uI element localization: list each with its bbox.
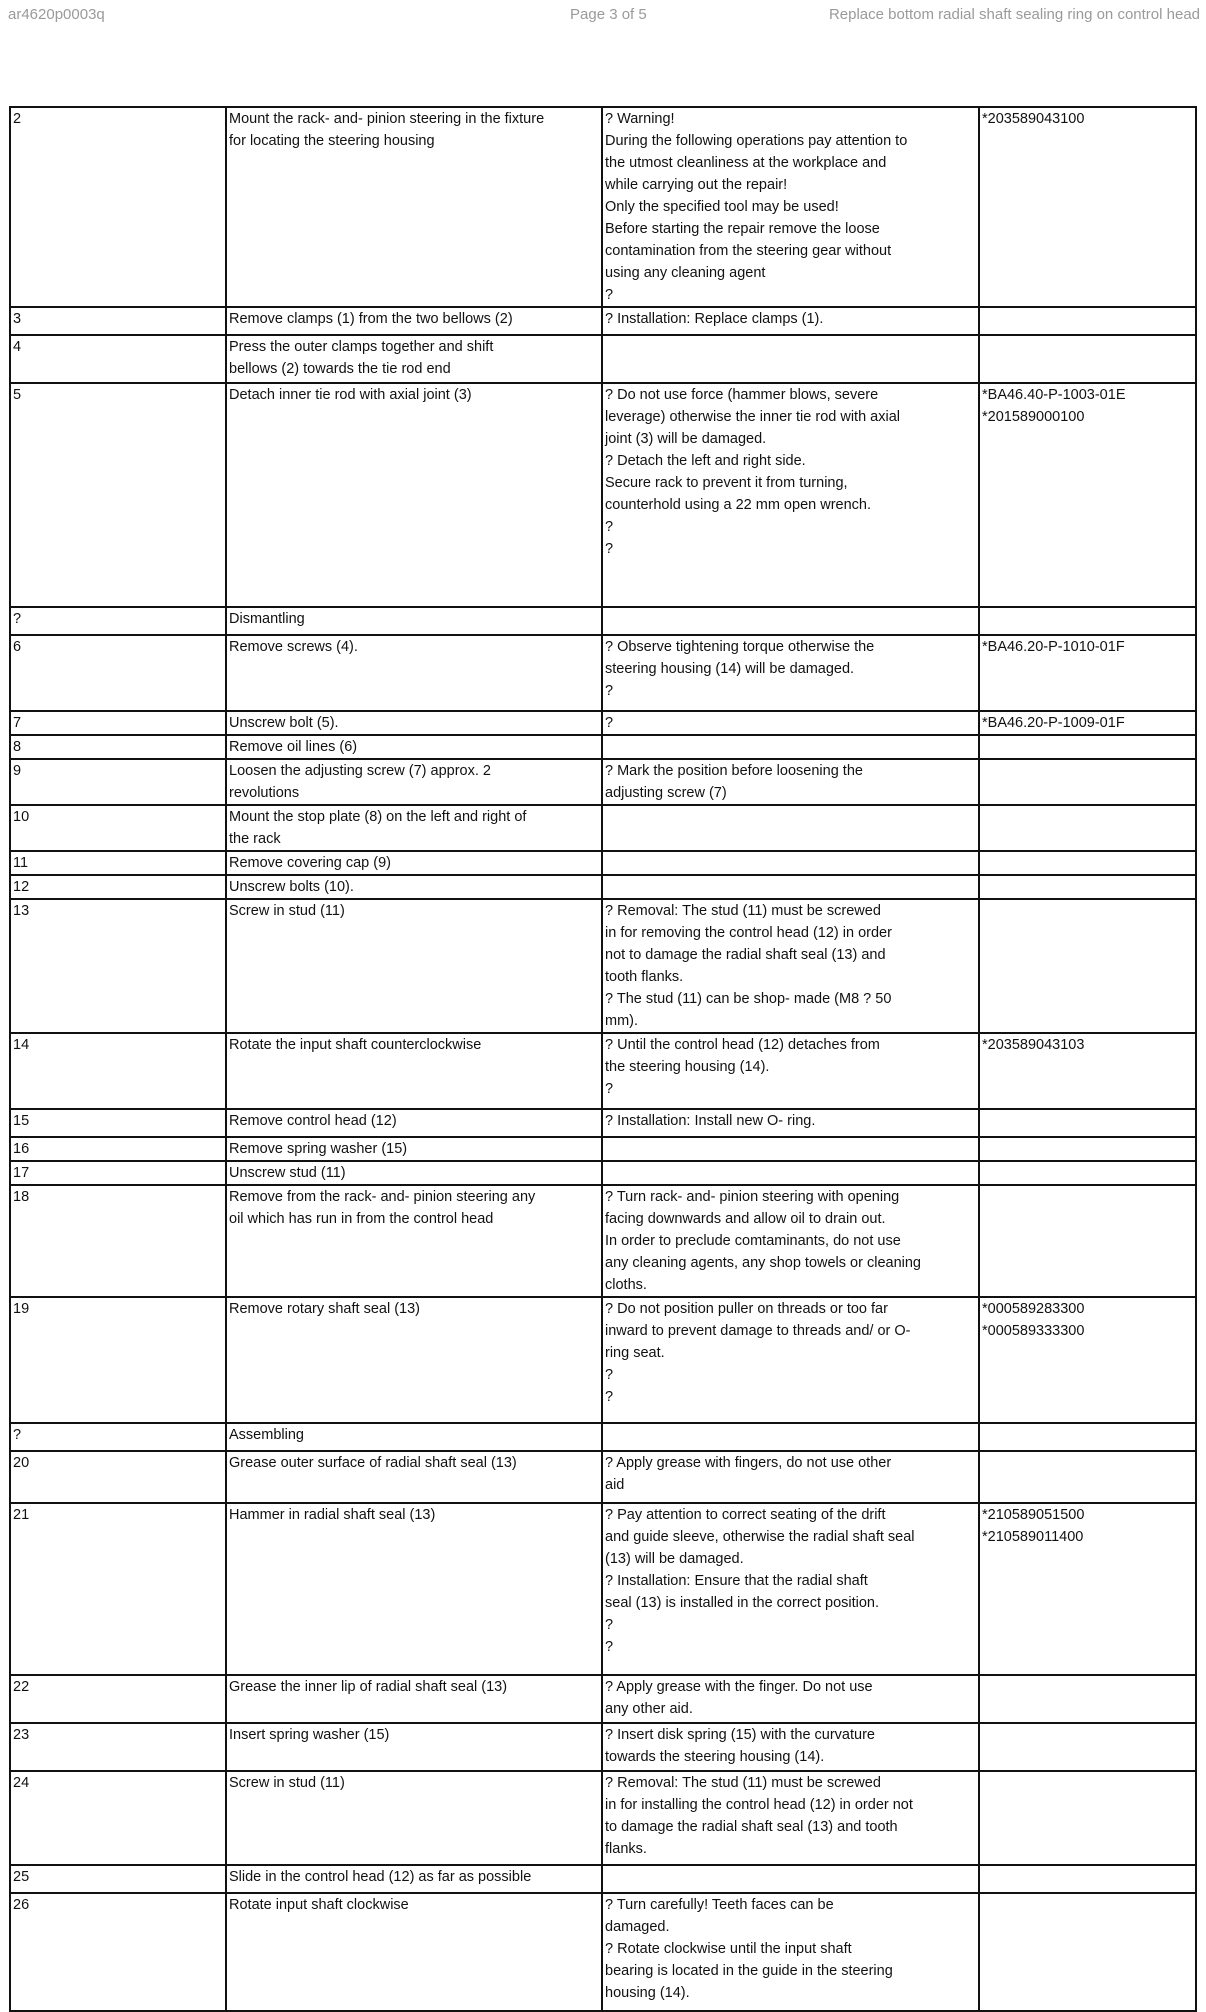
table-row xyxy=(10,759,1196,805)
step-notes xyxy=(602,635,979,711)
step-number: 9 xyxy=(10,759,226,805)
note-line: ? Warning! xyxy=(605,111,675,127)
table-row xyxy=(10,1185,1196,1297)
note-line: ? Rotate clockwise until the input shaft xyxy=(605,1941,852,1957)
step-notes xyxy=(602,875,979,899)
step-number: 18 xyxy=(10,1185,226,1297)
note-line: ? xyxy=(605,683,614,699)
note-line: ? Pay attention to correct seating of the drift xyxy=(605,1507,886,1523)
table-row xyxy=(10,851,1196,875)
note-line: any cleaning agents, any shop towels or cleaning xyxy=(605,1255,921,1271)
note-line: ? Do not position puller on threads or too far xyxy=(605,1301,888,1317)
note-line: ? xyxy=(605,541,614,557)
step-number: 22 xyxy=(10,1675,226,1723)
note-line: damaged. xyxy=(605,1919,670,1935)
note-line: aid xyxy=(605,1477,625,1493)
note-line: ? xyxy=(605,1389,614,1405)
instruction-line: Rotate input shaft clockwise xyxy=(229,1897,409,1913)
step-number: ? xyxy=(10,607,226,635)
step-notes xyxy=(602,1297,979,1423)
table-row xyxy=(10,875,1196,899)
table-row xyxy=(10,1771,1196,1865)
note-line: not to damage the radial shaft seal (13) and xyxy=(605,947,886,963)
note-line: adjusting screw (7) xyxy=(605,785,727,801)
reference-number: *210589011400 xyxy=(982,1529,1084,1545)
step-number: 26 xyxy=(10,1893,226,2011)
note-line: housing (14). xyxy=(605,1985,690,2001)
table-row xyxy=(10,1503,1196,1675)
step-number: 14 xyxy=(10,1033,226,1109)
instruction-line: Rotate the input shaft counterclockwise xyxy=(229,1037,482,1053)
instruction-line: Hammer in radial shaft seal (13) xyxy=(229,1507,436,1523)
step-references xyxy=(979,759,1196,805)
reference-number: *203589043103 xyxy=(982,1037,1085,1053)
step-instruction xyxy=(226,805,602,851)
reference-number: *BA46.40-P-1003-01E xyxy=(982,387,1126,403)
step-notes xyxy=(602,607,979,635)
note-line: flanks. xyxy=(605,1841,647,1857)
table-row xyxy=(10,1423,1196,1451)
note-line: ? xyxy=(605,1081,614,1097)
step-instruction xyxy=(226,1137,602,1161)
step-instruction xyxy=(226,635,602,711)
step-instruction xyxy=(226,607,602,635)
step-notes xyxy=(602,851,979,875)
step-notes xyxy=(602,1865,979,1893)
note-line: ? xyxy=(605,287,614,303)
step-number: 13 xyxy=(10,899,226,1033)
note-line: contamination from the steering gear without xyxy=(605,243,892,259)
step-references xyxy=(979,1723,1196,1771)
step-number: 24 xyxy=(10,1771,226,1865)
step-number: 10 xyxy=(10,805,226,851)
instruction-line: Remove clamps (1) from the two bellows (2) xyxy=(229,311,513,327)
instruction-line: the rack xyxy=(229,831,281,847)
step-notes xyxy=(602,759,979,805)
note-line: (13) will be damaged. xyxy=(605,1551,744,1567)
table-row xyxy=(10,805,1196,851)
table-row xyxy=(10,1137,1196,1161)
note-line: inward to prevent damage to threads and/ or O- xyxy=(605,1323,911,1339)
table-row xyxy=(10,307,1196,335)
step-notes xyxy=(602,711,979,735)
step-notes xyxy=(602,1451,979,1503)
step-number: 6 xyxy=(10,635,226,711)
table-row xyxy=(10,1297,1196,1423)
step-notes xyxy=(602,1893,979,2011)
reference-number: *210589051500 xyxy=(982,1507,1085,1523)
step-instruction xyxy=(226,759,602,805)
step-instruction xyxy=(226,107,602,307)
note-line: in for removing the control head (12) in order xyxy=(605,925,892,941)
note-line: ? Observe tightening torque otherwise the xyxy=(605,639,875,655)
step-references xyxy=(979,1137,1196,1161)
document-title: Replace bottom radial shaft sealing ring on control head xyxy=(828,6,1200,23)
instruction-line: Unscrew bolt (5). xyxy=(229,715,339,731)
instruction-line: for locating the steering housing xyxy=(229,133,435,149)
step-references xyxy=(979,851,1196,875)
table-row xyxy=(10,1451,1196,1503)
step-notes xyxy=(602,383,979,607)
step-references xyxy=(979,875,1196,899)
note-line: ? Turn carefully! Teeth faces can be xyxy=(605,1897,834,1913)
step-instruction xyxy=(226,735,602,759)
note-line: cloths. xyxy=(605,1277,647,1293)
note-line: counterhold using a 22 mm open wrench. xyxy=(605,497,871,513)
step-notes xyxy=(602,1423,979,1451)
step-number: 2 xyxy=(10,107,226,307)
note-line: ? Apply grease with fingers, do not use other xyxy=(605,1455,892,1471)
note-line: and guide sleeve, otherwise the radial shaft seal xyxy=(605,1529,915,1545)
step-instruction xyxy=(226,1865,602,1893)
instruction-line: Remove rotary shaft seal (13) xyxy=(229,1301,420,1317)
step-notes xyxy=(602,1185,979,1297)
step-references xyxy=(979,711,1196,735)
reference-number: *201589000100 xyxy=(982,409,1085,425)
reference-number: *000589283300 xyxy=(982,1301,1085,1317)
step-number: 5 xyxy=(10,383,226,607)
instruction-line: Press the outer clamps together and shift xyxy=(229,339,494,355)
step-instruction xyxy=(226,383,602,607)
instruction-line: Detach inner tie rod with axial joint (3) xyxy=(229,387,472,403)
step-references xyxy=(979,805,1196,851)
instruction-line: Assembling xyxy=(229,1427,304,1443)
note-line: any other aid. xyxy=(605,1701,693,1717)
note-line: ? Installation: Replace clamps (1). xyxy=(605,311,824,327)
step-instruction xyxy=(226,1161,602,1185)
step-references xyxy=(979,1503,1196,1675)
step-references xyxy=(979,1893,1196,2011)
step-instruction xyxy=(226,851,602,875)
note-line: ? Removal: The stud (11) must be screwed xyxy=(605,903,881,919)
step-references xyxy=(979,1451,1196,1503)
table-row xyxy=(10,335,1196,383)
note-line: ? xyxy=(605,715,614,731)
step-notes xyxy=(602,1675,979,1723)
instruction-line: Unscrew bolts (10). xyxy=(229,879,354,895)
step-references xyxy=(979,1033,1196,1109)
step-number: 20 xyxy=(10,1451,226,1503)
step-notes xyxy=(602,1723,979,1771)
step-notes xyxy=(602,735,979,759)
step-number: 23 xyxy=(10,1723,226,1771)
reference-number: *000589333300 xyxy=(982,1323,1085,1339)
step-number: 19 xyxy=(10,1297,226,1423)
note-line: mm). xyxy=(605,1013,639,1029)
instruction-line: Screw in stud (11) xyxy=(229,1775,345,1791)
step-instruction xyxy=(226,1185,602,1297)
note-line: ? Installation: Install new O- ring. xyxy=(605,1113,816,1129)
note-line: Before starting the repair remove the loose xyxy=(605,221,880,237)
instruction-line: Slide in the control head (12) as far as possible xyxy=(229,1869,532,1885)
note-line: in for installing the control head (12) in order not xyxy=(605,1797,913,1813)
table-row xyxy=(10,711,1196,735)
note-line: bearing is located in the guide in the steering xyxy=(605,1963,893,1979)
step-references xyxy=(979,307,1196,335)
step-instruction xyxy=(226,307,602,335)
step-references xyxy=(979,1423,1196,1451)
step-notes xyxy=(602,307,979,335)
document-id: ar4620p0003q xyxy=(8,6,105,23)
procedure-table xyxy=(9,106,1197,2012)
note-line: the steering housing (14). xyxy=(605,1059,770,1075)
note-line: to damage the radial shaft seal (13) and tooth xyxy=(605,1819,898,1835)
note-line: Only the specified tool may be used! xyxy=(605,199,839,215)
instruction-line: Dismantling xyxy=(229,611,305,627)
table-row xyxy=(10,1675,1196,1723)
step-instruction xyxy=(226,1893,602,2011)
instruction-line: Remove spring washer (15) xyxy=(229,1141,408,1157)
step-instruction xyxy=(226,1723,602,1771)
step-notes xyxy=(602,1503,979,1675)
note-line: leverage) otherwise the inner tie rod with axial xyxy=(605,409,900,425)
step-number: 12 xyxy=(10,875,226,899)
note-line: towards the steering housing (14). xyxy=(605,1749,825,1765)
table-row xyxy=(10,1161,1196,1185)
note-line: joint (3) will be damaged. xyxy=(605,431,767,447)
step-references xyxy=(979,899,1196,1033)
reference-number: *BA46.20-P-1010-01F xyxy=(982,639,1125,655)
step-references xyxy=(979,335,1196,383)
step-notes xyxy=(602,1109,979,1137)
reference-number: *203589043100 xyxy=(982,111,1085,127)
step-notes xyxy=(602,1033,979,1109)
instruction-line: Unscrew stud (11) xyxy=(229,1165,346,1181)
note-line: ring seat. xyxy=(605,1345,665,1361)
step-references xyxy=(979,1297,1196,1423)
instruction-line: Insert spring washer (15) xyxy=(229,1727,390,1743)
note-line: the utmost cleanliness at the workplace and xyxy=(605,155,887,171)
step-instruction xyxy=(226,1297,602,1423)
step-references xyxy=(979,1675,1196,1723)
step-number: 17 xyxy=(10,1161,226,1185)
note-line: ? xyxy=(605,519,614,535)
table-row xyxy=(10,383,1196,607)
step-references xyxy=(979,607,1196,635)
note-line: ? xyxy=(605,1639,614,1655)
note-line: ? xyxy=(605,1617,614,1633)
note-line: ? Mark the position before loosening the xyxy=(605,763,863,779)
table-row xyxy=(10,899,1196,1033)
step-instruction xyxy=(226,875,602,899)
step-notes xyxy=(602,805,979,851)
reference-number: *BA46.20-P-1009-01F xyxy=(982,715,1125,731)
step-number: ? xyxy=(10,1423,226,1451)
step-references xyxy=(979,1771,1196,1865)
step-notes xyxy=(602,1137,979,1161)
step-instruction xyxy=(226,335,602,383)
note-line: ? Detach the left and right side. xyxy=(605,453,806,469)
table-row xyxy=(10,1109,1196,1137)
note-line: ? Insert disk spring (15) with the curvature xyxy=(605,1727,875,1743)
step-references xyxy=(979,735,1196,759)
table-row xyxy=(10,635,1196,711)
instruction-line: Grease the inner lip of radial shaft seal (13) xyxy=(229,1679,508,1695)
step-references xyxy=(979,1161,1196,1185)
instruction-line: Remove from the rack- and- pinion steering any xyxy=(229,1189,536,1205)
step-number: 8 xyxy=(10,735,226,759)
step-number: 21 xyxy=(10,1503,226,1675)
step-notes xyxy=(602,1161,979,1185)
note-line: ? Until the control head (12) detaches from xyxy=(605,1037,880,1053)
table-row xyxy=(10,1723,1196,1771)
instruction-line: Remove covering cap (9) xyxy=(229,855,391,871)
step-number: 16 xyxy=(10,1137,226,1161)
instruction-line: oil which has run in from the control head xyxy=(229,1211,494,1227)
note-line: ? Installation: Ensure that the radial shaft xyxy=(605,1573,868,1589)
step-instruction xyxy=(226,1109,602,1137)
step-instruction xyxy=(226,1033,602,1109)
step-instruction xyxy=(226,1503,602,1675)
instruction-line: Remove screws (4). xyxy=(229,639,358,655)
table-row xyxy=(10,735,1196,759)
note-line: During the following operations pay attention to xyxy=(605,133,908,149)
note-line: facing downwards and allow oil to drain out. xyxy=(605,1211,886,1227)
step-instruction xyxy=(226,1423,602,1451)
instruction-line: bellows (2) towards the tie rod end xyxy=(229,361,451,377)
note-line: Secure rack to prevent it from turning, xyxy=(605,475,848,491)
step-references xyxy=(979,1109,1196,1137)
table-row xyxy=(10,607,1196,635)
instruction-line: Mount the rack- and- pinion steering in the fixture xyxy=(229,111,545,127)
step-number: 4 xyxy=(10,335,226,383)
step-instruction xyxy=(226,1675,602,1723)
step-notes xyxy=(602,899,979,1033)
note-line: ? Removal: The stud (11) must be screwed xyxy=(605,1775,881,1791)
step-instruction xyxy=(226,1771,602,1865)
step-references xyxy=(979,107,1196,307)
step-instruction xyxy=(226,1451,602,1503)
step-references xyxy=(979,635,1196,711)
step-references xyxy=(979,383,1196,607)
instruction-line: Screw in stud (11) xyxy=(229,903,345,919)
note-line: seal (13) is installed in the correct position. xyxy=(605,1595,880,1611)
instruction-line: revolutions xyxy=(229,785,300,801)
step-instruction xyxy=(226,899,602,1033)
instruction-line: Mount the stop plate (8) on the left and right of xyxy=(229,809,527,825)
step-number: 3 xyxy=(10,307,226,335)
instruction-line: Loosen the adjusting screw (7) approx. 2 xyxy=(229,763,491,779)
note-line: ? Apply grease with the finger. Do not use xyxy=(605,1679,873,1695)
note-line: ? Do not use force (hammer blows, severe xyxy=(605,387,879,403)
table-row xyxy=(10,1033,1196,1109)
step-instruction xyxy=(226,711,602,735)
table-row xyxy=(10,1865,1196,1893)
step-number: 25 xyxy=(10,1865,226,1893)
step-notes xyxy=(602,107,979,307)
table-row xyxy=(10,107,1196,307)
table-row xyxy=(10,1893,1196,2011)
note-line: using any cleaning agent xyxy=(605,265,766,281)
note-line: while carrying out the repair! xyxy=(605,177,788,193)
step-notes xyxy=(602,335,979,383)
instruction-line: Remove control head (12) xyxy=(229,1113,397,1129)
note-line: ? The stud (11) can be shop- made (M8 ? 50 xyxy=(605,991,892,1007)
step-notes xyxy=(602,1771,979,1865)
step-references xyxy=(979,1185,1196,1297)
instruction-line: Grease outer surface of radial shaft seal (13) xyxy=(229,1455,517,1471)
instruction-line: Remove oil lines (6) xyxy=(229,739,358,755)
step-number: 15 xyxy=(10,1109,226,1137)
step-number: 7 xyxy=(10,711,226,735)
step-number: 11 xyxy=(10,851,226,875)
note-line: tooth flanks. xyxy=(605,969,684,985)
page-number: Page 3 of 5 xyxy=(570,6,647,23)
note-line: ? Turn rack- and- pinion steering with opening xyxy=(605,1189,900,1205)
note-line: ? xyxy=(605,1367,614,1383)
step-references xyxy=(979,1865,1196,1893)
note-line: steering housing (14) will be damaged. xyxy=(605,661,855,677)
note-line: In order to preclude comtaminants, do not use xyxy=(605,1233,901,1249)
